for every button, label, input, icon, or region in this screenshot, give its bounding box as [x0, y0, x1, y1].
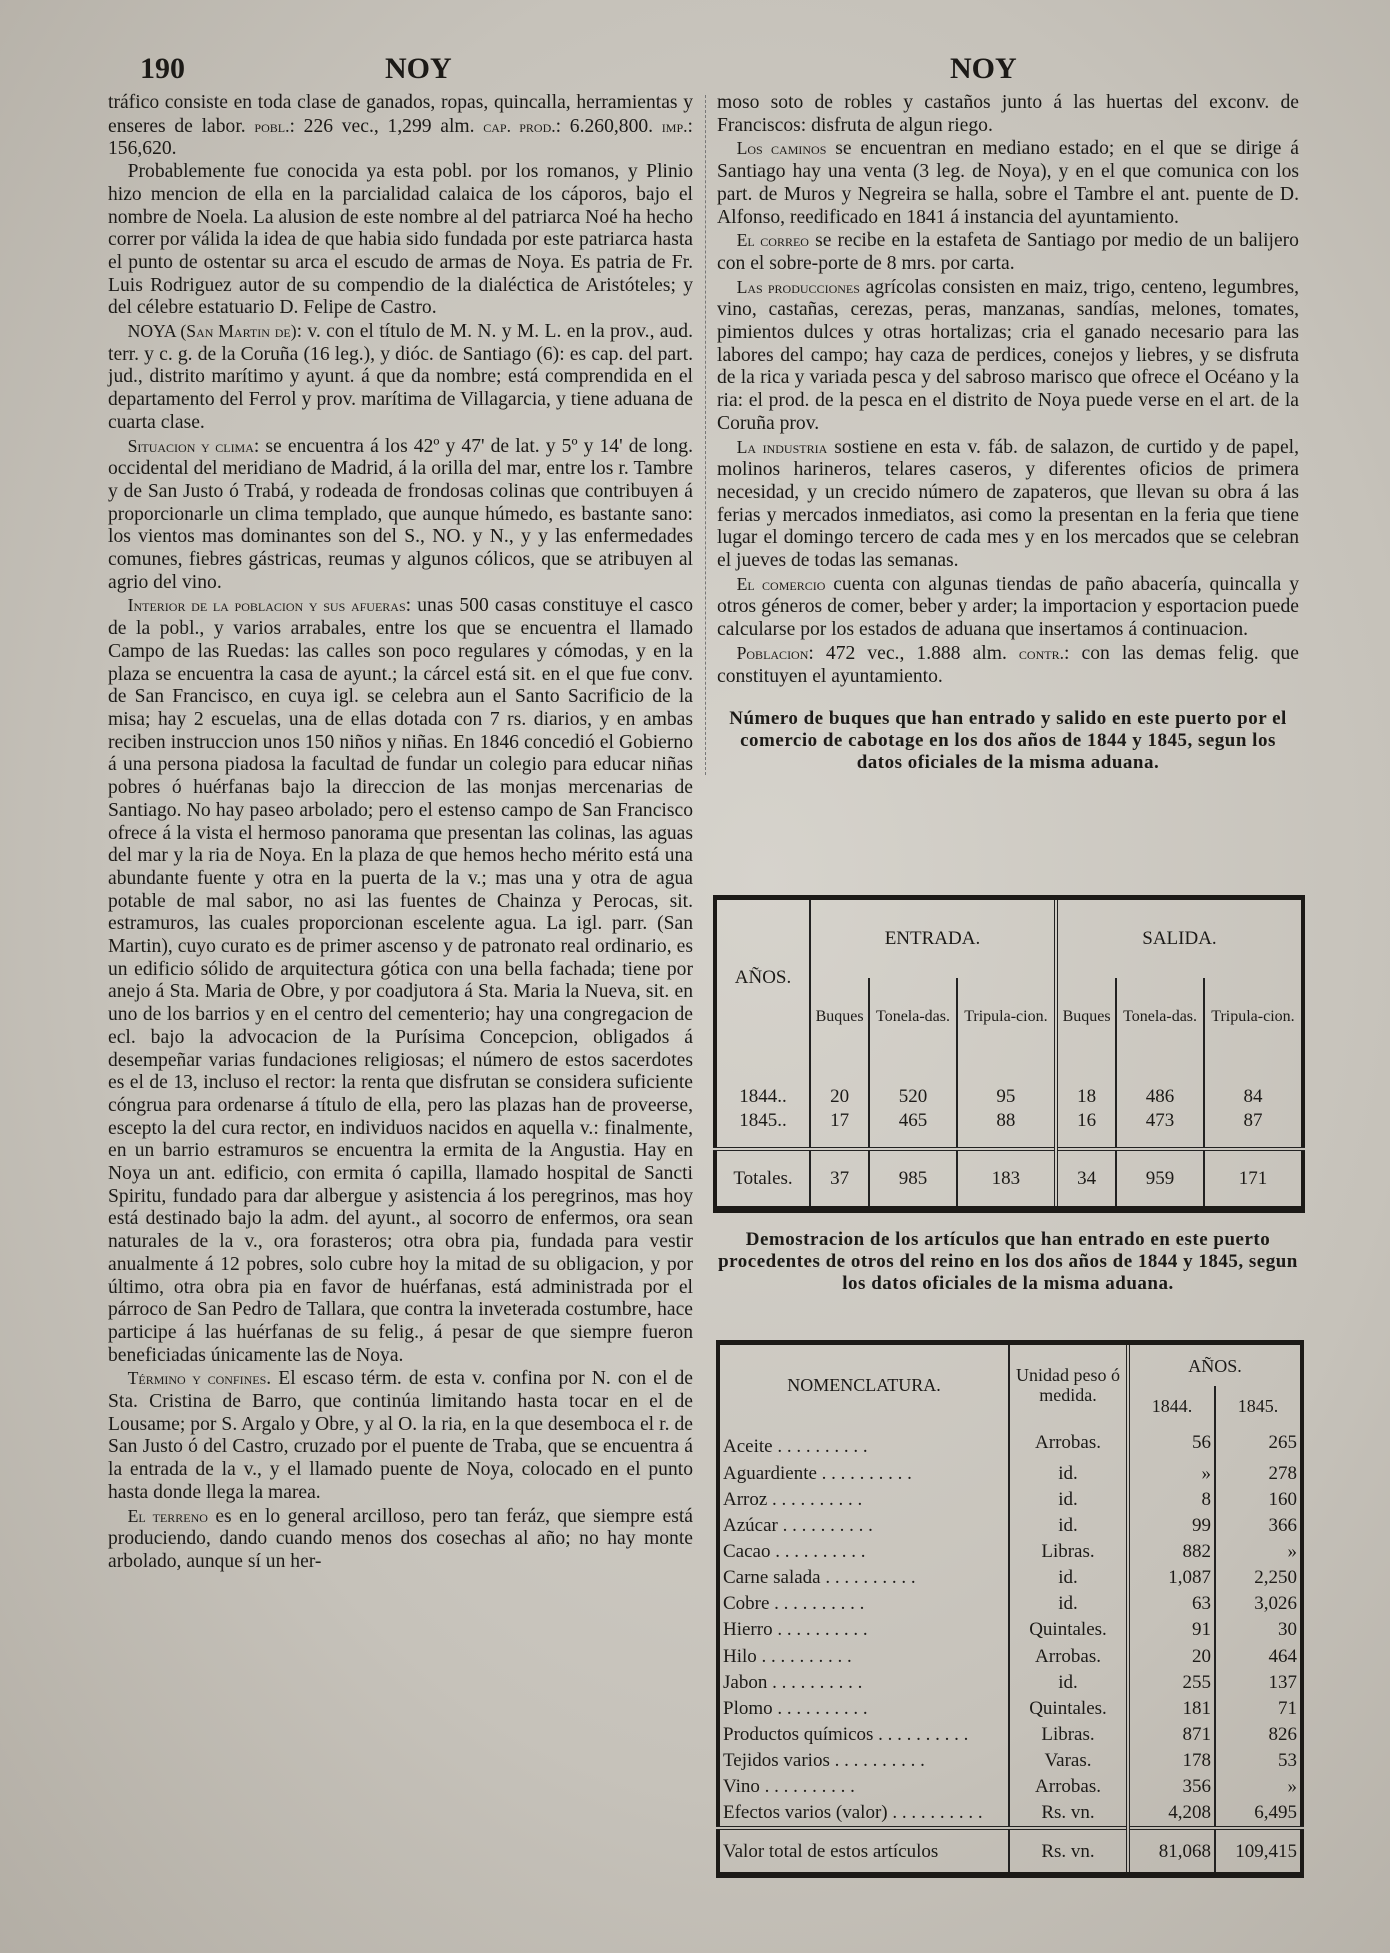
table-row: Efectos varios (valor) . . . . . . . . . . Rs. vn. 4,208 6,495 — [718, 1800, 1302, 1829]
entry-heading-paragraph: NOYA (San Martin de): v. con el título de M. N. y M. L. en la prov., aud. terr. y c. g. de la Coruña (16 leg.), y dióc. de Santiago (6): es cap. del part. jud., distrito marítimo y ayunt. á que da nombre; está comprendida en el departamento del Ferrol y prov. marítima de Villagarcia, y tiene aduana de cuarta clase. — [108, 321, 693, 433]
table-row: Cobre . . . . . . . . . . id. 63 3,026 — [718, 1591, 1302, 1617]
table-row: 1844.. 20 520 95 18 486 84 — [715, 1055, 1303, 1109]
left-column — [108, 92, 693, 1892]
total-row: Valor total de estos artículos Rs. vn. 81,068 109,415 — [718, 1828, 1302, 1875]
table1-caption: Número de buques que han entrado y salido en este puerto por el comercio de cabotage en los dos años de 1844 y 1845, segun los datos oficiales de la misma aduana. — [729, 708, 1287, 774]
paragraph: Interior de la poblacion y sus afueras: unas 500 casas constituye el casco de la pobl., y varios arrabales, entre los que se encuentra el llamado Campo de las Ruedas: las calles son poco regulares y cómodas, y en la plaza se encuentra la casa de ayunt.; la cárcel está sit. en el que fue conv. de San Francisco, en cuya igl. se celebra aun el Santo Sacrificio de la misa; hay 2 escuelas, una de ellas dotada con 7 rs. diarios, y en ambas reciben instruccion unos 150 niños y niñas. En 1846 concedió el Gobierno á una persona piadosa la facultad de fundar un colegio para educar niñas pobres ó huérfanas bajo la direccion de las monjas mercenarias de Santiago. No hay paseo arbolado; pero el estenso campo de San Francisco ofrece á la vista el hermoso panorama que presentan las colinas, las aguas del mar y la ria de Noya. En la plaza de que hemos hecho mérito está una abundante fuente y otra en la puerta de la v.; mas una y otra de agua potable de mal sabor, no asi las fuentes de Chainza y Perocas, sit. estramuros, las cuales proporcionan escelente agua. La igl. parr. (San Martin), cuyo curato es de primer ascenso y de patronato real ordinario, es un edificio sólido de arquitectura gótica con una bella fachada; tiene por anejo á Sta. Maria de Obre, y por coadjutora á Sta. Maria la Nueva, sit. en uno de los barrios y en el centro del cementerio; hay una congregacion de ecl. bajo la advocacion de la Purísima Concepcion, obligados á desempeñar varias fundaciones religiosas; el número de estos sacerdotes es el de 13, incluso el rector: la renta que disfrutan se considera suficiente cóngrua para ordenarse á título de ella, pero las plazas han de proveerse, escepto la del cura rector, en individuos nacidos en aquella v.: finalmente, en un barrio estramuros se encuentra la ermita de la Angustia. Hay en Noya un ant. edificio, con ermita ó capilla, llamado hospital de Sancti Spiritu, fundado para dar albergue y asistencia á los peregrinos, mas hoy está destinado bajo la adm. del ayunt., al socorro de enfermos, ora sean naturales de la v., ora forasteros; otra obra pia, fundada para vestir anualmente á 12 pobres, solo cubre hoy la mitad de su obligacion, y por último, otra obra pia en favor de huérfanas, está administrada por el párroco de San Pedro de Tallara, que contra la inveterada costumbre, hace participe á las huérfanas de su felig., á pesar de que siempre fueron beneficiadas únicamente las de Noya. — [108, 595, 693, 1366]
running-title-left: NOY — [385, 52, 452, 85]
paragraph: tráfico consiste en toda clase de ganados, ropas, quincalla, herramientas y enseres de labor. pobl.: 226 vec., 1,299 alm. cap. prod.: 6.260,800. imp.: 156,620. — [108, 92, 693, 160]
entry-title: NOYA (San Martin de) — [127, 321, 297, 342]
table-row: Hilo . . . . . . . . . . Arrobas. 20 464 — [718, 1643, 1302, 1669]
totals-row: Totales. 37 985 183 34 959 171 — [715, 1149, 1303, 1209]
articles-table — [716, 1340, 1304, 1878]
col-tripulacion: Tripula-cion. — [957, 978, 1056, 1055]
table-row: Cacao . . . . . . . . . . Libras. 882 » — [718, 1539, 1302, 1565]
table-row: Hierro . . . . . . . . . . Quintales. 91 30 — [718, 1617, 1302, 1643]
col-toneladas: Tonela-das. — [869, 978, 957, 1055]
table-row: Jabon . . . . . . . . . . id. 255 137 — [718, 1669, 1302, 1695]
paragraph: Probablemente fue conocida ya esta pobl. por los romanos, y Plinio hizo mencion de ella en la parcialidad calaica de los cáporos, bajo el nombre de Noela. La alusion de este nombre al del patriarca Noé ha hecho correr por válida la idea de que habia sido fundada por este patriarca hasta el punto de ostentar su arca el escudo de armas de Noya. Es patria de Fr. Luis Rodriguez autor de su compendio de la dialéctica de Aristóteles; y del célebre estatuario D. Felipe de Castro. — [108, 161, 693, 319]
right-column — [717, 92, 1299, 774]
paragraph: Poblacion: 472 vec., 1.888 alm. contr.: con las demas felig. que constituyen el ayuntamiento. — [717, 642, 1299, 687]
table-row: Plomo . . . . . . . . . . Quintales. 181 71 — [718, 1696, 1302, 1722]
table-row: Vino . . . . . . . . . . Arrobas. 356 » — [718, 1774, 1302, 1800]
ships-table — [713, 895, 1305, 1213]
years-header: AÑOS. — [1128, 1343, 1302, 1387]
table-row: Tejidos varios . . . . . . . . . . Varas. 178 53 — [718, 1748, 1302, 1774]
paragraph: El terreno es en lo general arcilloso, pero tan feráz, que siempre está produciendo, dando cuando menos dos cosechas al año; no hay monte arbolado, aunque sí un her- — [108, 1505, 693, 1572]
paragraph: El correo se recibe en la estafeta de Santiago por medio de un balijero con el sobre-porte de 8 mrs. por carta. — [717, 230, 1299, 274]
table-row: Aguardiente . . . . . . . . . . id. » 278 — [718, 1461, 1302, 1487]
table-row: Arroz . . . . . . . . . . id. 8 160 — [718, 1487, 1302, 1513]
table-row: Carne salada . . . . . . . . . . id. 1,087 2,250 — [718, 1565, 1302, 1591]
col-tripulacion: Tripula-cion. — [1204, 978, 1303, 1055]
nomenclatura-header: NOMENCLATURA. — [787, 1375, 941, 1395]
years-header: AÑOS. — [734, 967, 792, 989]
entrada-header: ENTRADA. — [810, 898, 1056, 978]
paragraph: moso soto de robles y castaños junto á las huertas del exconv. de Franciscos: disfruta de algun riego. — [717, 92, 1299, 136]
unit-header: Unidad peso ó medida. — [1009, 1343, 1128, 1426]
col-buques: Buques — [1056, 978, 1116, 1055]
column-divider — [705, 95, 707, 775]
table-row: Azúcar . . . . . . . . . . id. 99 366 — [718, 1513, 1302, 1539]
paragraph: La industria sostiene en esta v. fáb. de salazon, de curtido y de papel, molinos harineros, telares caseros, y diferentes oficios de primera necesidad, y un crecido número de zapateros, que llevan su obra á las ferias y mercados inmediatos, asi como la presentan en la feria que tiene lugar el domingo tercero de cada mes y en los mercados que se celebran el jueves de todas las semanas. — [717, 436, 1299, 572]
table2-caption: Demostracion de los artículos que han entrado en este puerto procedentes de otros del reino en los dos años de 1844 y 1845, segun los datos oficiales de la misma aduana. — [718, 1229, 1298, 1294]
table-row: 1845.. 17 465 88 16 473 87 — [715, 1109, 1303, 1149]
running-title-right: NOY — [950, 52, 1017, 85]
paragraph: El comercio cuenta con algunas tiendas de paño abacería, quincalla y otros géneros de comer, beber y arder; la importacion y esportacion puede calcularse por los estados de aduana que insertamos á continuacion. — [717, 573, 1299, 641]
table-row: Productos químicos . . . . . . . . . . Libras. 871 826 — [718, 1722, 1302, 1748]
col-buques: Buques — [810, 978, 869, 1055]
paragraph: Las producciones agrícolas consisten en maiz, trigo, centeno, legumbres, vino, castañas, cerezas, peras, manzanas, sandías, melones, tomates, pimientos dulces y otras hortalizas; cria el ganado necesario para las labores del campo; hay caza de perdices, conejos y liebres, y se disfruta de la rica y variada pesca y del sabroso marisco que ofrece el Océano y la ria: el prod. de la pesca en el distrito de Noya puede verse en el art. de la Coruña prov. — [717, 276, 1299, 434]
salida-header: SALIDA. — [1056, 898, 1303, 978]
paragraph: Los caminos se encuentran en mediano estado; en el que se dirige á Santiago hay una venta (3 leg. de Noya), y en el que comunica con los part. de Muros y Negreira se halla, sobre el Tambre el ant. puente de D. Alfonso, reedificado en 1841 á instancia del ayuntamiento. — [717, 138, 1299, 228]
paragraph: Término y confines. El escaso térm. de esta v. confina por N. con el de Sta. Cristina de Barro, que continúa limitando hasta tocar en el de Lousame; por S. Argalo y Obre, y al O. la ria, en la que desemboca el r. de San Justo ó del Castro, cruzado por el puente de Traba, que se encuentra á la entrada de la v., y el llamado puente de Noya, colocado en el punto hasta donde llega la marea. — [108, 1368, 693, 1503]
year-1845: 1845. — [1215, 1386, 1302, 1425]
col-toneladas: Tonela-das. — [1116, 978, 1204, 1055]
year-1844: 1844. — [1128, 1386, 1215, 1425]
articles-body — [718, 1425, 1302, 1828]
paragraph: Situacion y clima: se encuentra á los 42º y 47' de lat. y 5º y 14' de long. occidental del meridiano de Madrid, á la orilla del mar, entre los r. Tambre y de San Justo ó Trabá, y rodeada de frondosas colinas que contribuyen á proporcionarle un clima templado, que aunque húmedo, es bastante sano: los vientos mas dominantes son del S., NO. y N., y y las enfermedades comunes, fiebres gástricas, reumas y algunos cólicos, que se atribuyen al agrio del vino. — [108, 435, 693, 593]
page-number: 190 — [140, 52, 185, 85]
table-row: Aceite . . . . . . . . . . Arrobas. 56 265 — [718, 1425, 1302, 1461]
